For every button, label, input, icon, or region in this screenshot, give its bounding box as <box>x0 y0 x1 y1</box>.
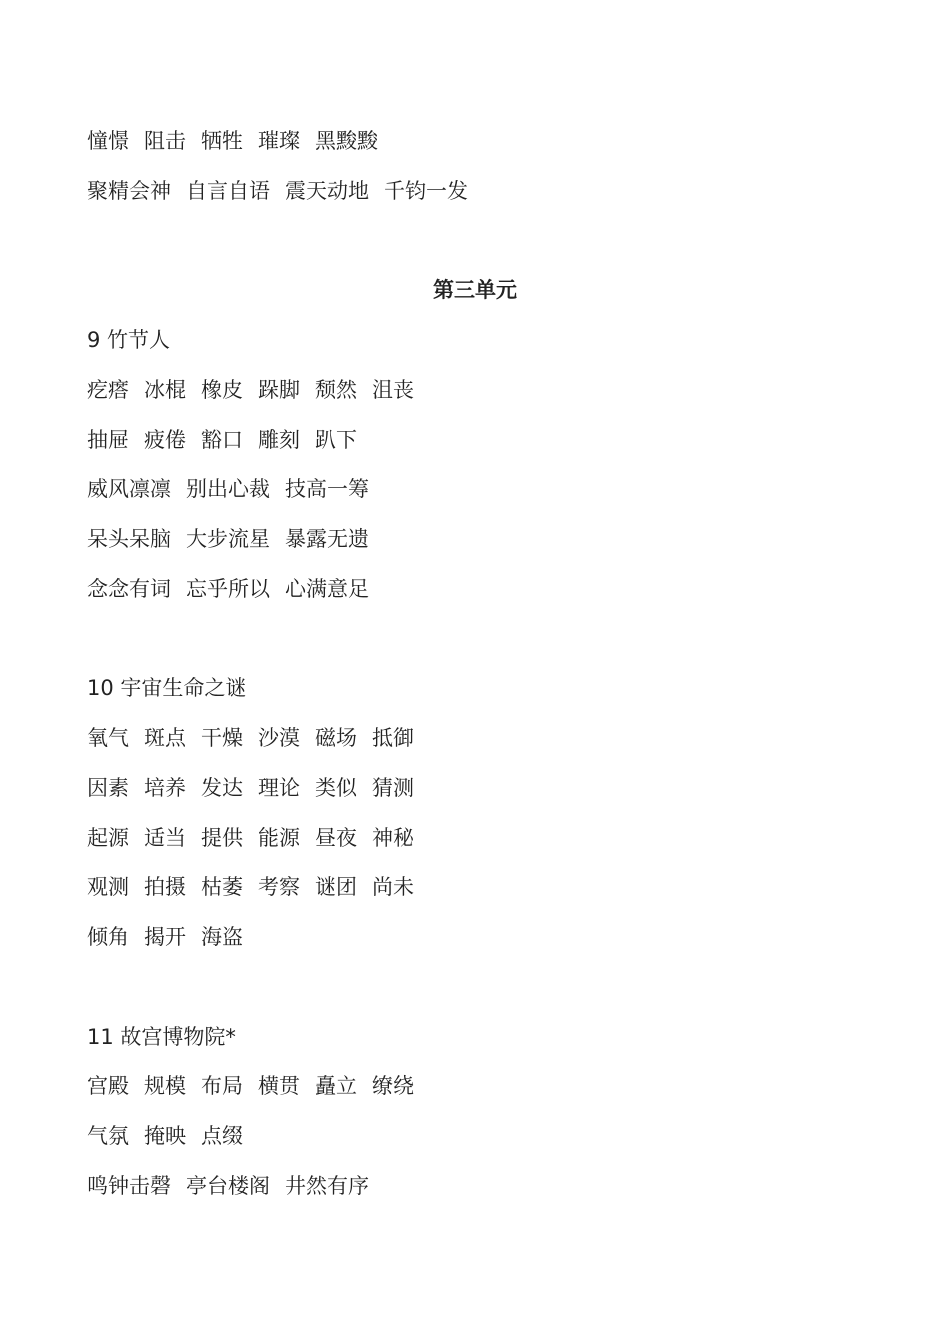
vocab-word: 揭开 <box>144 925 186 949</box>
vocab-word: 矗立 <box>315 1074 357 1099</box>
vocab-word: 氧气 <box>87 726 129 750</box>
vocab-word: 憧憬 <box>87 129 129 153</box>
vocab-word: 点缀 <box>201 1124 243 1148</box>
vocab-word: 阻击 <box>144 129 186 153</box>
vocab-word: 自言自语 <box>186 178 270 203</box>
vocab-word: 培养 <box>144 775 186 800</box>
word-line <box>87 1065 867 1115</box>
word-line <box>87 916 867 966</box>
vocab-word: 疲倦 <box>144 427 186 452</box>
vocab-word: 适当 <box>144 825 186 850</box>
vocab-word: 理论 <box>258 775 300 800</box>
vocab-word: 聚精会神 <box>87 178 171 203</box>
word-line <box>87 817 867 867</box>
vocab-word: 能源 <box>258 825 300 850</box>
word-line <box>87 468 867 518</box>
vocab-word: 神秘 <box>372 825 414 850</box>
vocab-word: 大步流星 <box>186 527 270 551</box>
vocab-word: 呆头呆脑 <box>87 527 171 551</box>
vocab-word: 猜测 <box>372 775 414 800</box>
vocab-word: 沮丧 <box>372 377 414 402</box>
vocab-word: 昼夜 <box>315 825 357 850</box>
vocab-word: 橡皮 <box>201 377 243 402</box>
vocab-word: 威风凛凛 <box>87 477 171 502</box>
word-line <box>87 767 867 817</box>
vocab-word: 心满意足 <box>285 576 369 601</box>
vocab-word: 抽屉 <box>87 427 129 452</box>
vocab-word: 宫殿 <box>87 1074 129 1099</box>
vocab-word: 牺牲 <box>201 129 243 153</box>
vocab-word: 疙瘩 <box>87 377 129 402</box>
unit-title: 第三单元 <box>433 278 517 303</box>
vocab-word: 气氛 <box>87 1124 129 1148</box>
vocab-word: 别出心裁 <box>186 477 270 502</box>
vocab-word: 观测 <box>87 875 129 900</box>
vocab-word: 起源 <box>87 825 129 850</box>
vocab-word: 技高一筹 <box>285 477 369 502</box>
vocab-word: 豁口 <box>201 427 243 452</box>
blank-line <box>87 220 867 270</box>
vocab-word: 跺脚 <box>258 377 300 402</box>
vocab-word: 亭台楼阁 <box>186 1173 270 1198</box>
vocab-word: 布局 <box>201 1074 243 1099</box>
vocab-word: 因素 <box>87 775 129 800</box>
vocab-word: 抵御 <box>372 726 414 750</box>
vocab-word: 趴下 <box>315 427 357 452</box>
document-page <box>87 120 867 1215</box>
vocab-word: 发达 <box>201 775 243 800</box>
vocab-word: 暴露无遗 <box>285 527 369 551</box>
word-line <box>87 568 867 618</box>
vocab-word: 枯萎 <box>201 875 243 900</box>
vocab-word: 璀璨 <box>258 129 300 153</box>
vocab-word: 横贯 <box>258 1074 300 1099</box>
vocab-word: 井然有序 <box>285 1173 369 1198</box>
vocab-word: 黑黢黢 <box>315 129 378 153</box>
vocab-word: 干燥 <box>201 726 243 750</box>
word-line <box>87 369 867 419</box>
vocab-word: 拍摄 <box>144 875 186 900</box>
vocab-word: 沙漠 <box>258 726 300 750</box>
lesson-title: 9 竹节人 <box>87 328 171 352</box>
vocab-word: 磁场 <box>315 726 357 750</box>
vocab-word: 颓然 <box>315 377 357 402</box>
vocab-word: 倾角 <box>87 925 129 949</box>
vocab-word: 念念有词 <box>87 576 171 601</box>
word-line <box>87 518 867 568</box>
vocab-word: 类似 <box>315 775 357 800</box>
vocab-word: 提供 <box>201 825 243 850</box>
word-line <box>87 717 867 767</box>
word-line <box>87 866 867 916</box>
lesson-title: 11 故宫博物院* <box>87 1024 236 1049</box>
vocab-word: 缭绕 <box>372 1074 414 1099</box>
vocab-word: 斑点 <box>144 726 186 750</box>
vocab-word: 谜团 <box>315 875 357 900</box>
vocab-word: 规模 <box>144 1074 186 1099</box>
word-line <box>87 1115 867 1165</box>
blank-line <box>87 618 867 668</box>
lesson-title: 10 宇宙生命之谜 <box>87 676 247 701</box>
vocab-word: 尚未 <box>372 875 414 900</box>
vocab-word: 考察 <box>258 875 300 900</box>
word-line <box>87 1165 867 1215</box>
vocab-word: 海盗 <box>201 925 243 949</box>
vocab-word: 鸣钟击磬 <box>87 1173 171 1198</box>
word-line <box>87 120 867 170</box>
word-line <box>87 170 867 220</box>
vocab-word: 掩映 <box>144 1124 186 1148</box>
vocab-word: 千钧一发 <box>384 178 468 203</box>
blank-line <box>87 966 867 1016</box>
vocab-word: 震天动地 <box>285 178 369 203</box>
vocab-word: 忘乎所以 <box>186 576 270 601</box>
vocab-word: 雕刻 <box>258 427 300 452</box>
vocab-word: 冰棍 <box>144 377 186 402</box>
word-line <box>87 419 867 469</box>
